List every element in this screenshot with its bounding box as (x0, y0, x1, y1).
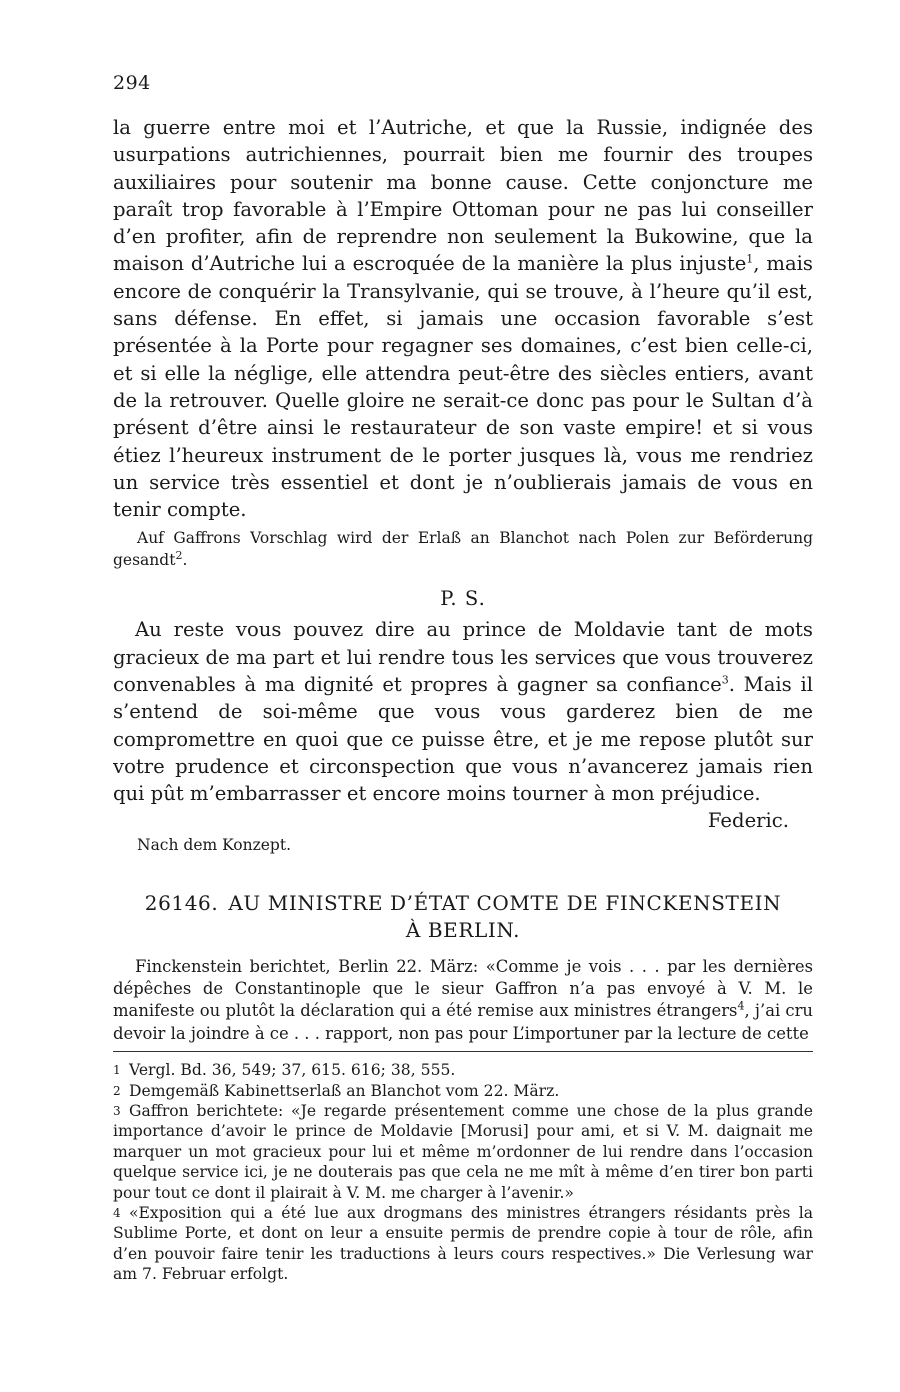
ps-body (113, 616, 813, 807)
footnote-text: Gaffron berichtete: «Je regarde présentement comme une chose de la plus grande importance d’avoir le prince de Moldavie [Morusi] pour ami, et si V. M. daignait me marquer un mot gracieux pour lui et même m’ordonner de lui rendre dans l’occasion quelque service ici, je ne douterais pas que cela ne me mît à même d’en tirer bon parti pour tout ce dont il plairait à V. M. me charger à l’avenir.» (113, 1101, 813, 1202)
page-number: 294 (113, 72, 151, 94)
document-page (113, 72, 813, 1285)
report-summary (113, 956, 813, 1046)
footnote-4 (113, 1203, 813, 1285)
footnote-1 (113, 1060, 813, 1080)
ps-body-text: Au reste vous pouvez dire au prince de Moldavie tant de mots gracieux de ma part et lui rendre tous les services que vous trouverez convenables à ma dignité et propres à gagner sa confiance (113, 618, 813, 697)
ps-heading: P. S. (440, 587, 486, 611)
footnote-mark: 2 (113, 1083, 121, 1098)
document-title-line1: AU MINISTRE D’ÉTAT COMTE DE FINCKENSTEIN (228, 890, 782, 915)
footnote-text: «Exposition qui a été lue aux drogmans des ministres étrangers résidants près la Sublime Porte, et dont on leur a ensuite permis de prendre copie à tour de rôle, afin d’en pouvoir faire tenir les traductions à leurs cours respectives.» Die Verlesung war am 7. Februar erfolgt. (113, 1204, 813, 1284)
report-text-2: , j’ai cru devoir la joindre à ce . . . rapport, non pas pour L’importuner par la lecture de cette (113, 1001, 813, 1043)
document-title-line2: À BERLIN. (405, 917, 521, 942)
letter-body-text-2: , mais encore de conquérir la Transylvanie, qui se trouve, à l’heure qu’il est, sans défense. En effet, si jamais une occasion favorable s’est présentée à la Porte pour regagner ses domaines, c’est bien celle-ci, et si elle la néglige, elle attendra peut-être des siècles entiers, avant de la retrouver. Quelle gloire ne serait-ce donc pas pour le Sultan d’à présent d’être ainsi le restaurateur de son vaste empire! et si vous étiez l’heureux instrument de le porter jusques là, vous me rendriez un service très essentiel et dont je n’oublierais jamais de vous en tenir compte. (113, 252, 813, 522)
footnotes (113, 1060, 813, 1284)
footnote-ref-4[interactable]: 4 (737, 999, 745, 1013)
report-text: Finckenstein berichtet, Berlin 22. März: «Comme je vois . . . par les dernières dépêches de Constantinople que le sieur Gaffron n’a pas envoyé à V. M. le manifeste ou plutôt la déclaration qui a été remise aux ministres étrangers (113, 956, 813, 1021)
footnote-mark: 3 (113, 1103, 121, 1118)
document-number: 26146. (144, 890, 219, 915)
footnote-mark: 1 (113, 1063, 121, 1078)
footnote-mark: 4 (113, 1206, 121, 1220)
editorial-note (113, 527, 813, 571)
letter-body-text: la guerre entre moi et l’Autriche, et que la Russie, indignée des usurpations autrichiennes, pourrait bien me fournir des troupes auxiliaires pour soutenir ma bonne cause. Cette conjoncture me paraît trop favorable à l’Empire Ottoman pour ne pas lui conseiller d’en profiter, afin de reprendre non seulement la Bukowine, que la maison d’Autriche lui a escroquée de la manière la plus injuste (113, 116, 813, 276)
letter-body (113, 114, 813, 523)
footnote-3 (113, 1101, 813, 1203)
editorial-note-text: Auf Gaffrons Vorschlag wird der Erlaß an Blanchot nach Polen zur Beförderung gesandt (113, 529, 813, 570)
ps-body-text-2: . Mais il s’entend de soi-même que vous vous garderez bien de me compromettre en quoi que ce puisse être, et je me repose plutôt sur votre prudence et circonspection que vous n’avancerez jamais rien qui pût m’embarrasser et encore moins tourner à mon préjudice. (113, 673, 813, 806)
footnote-text: Vergl. Bd. 36, 549; 37, 615. 616; 38, 555. (129, 1061, 456, 1080)
footnote-ref-2[interactable]: 2 (175, 549, 183, 563)
editorial-note-end: . (182, 551, 188, 570)
document-heading (113, 890, 813, 944)
footnote-2 (113, 1081, 813, 1101)
footnote-ref-1[interactable]: 1 (746, 252, 754, 266)
document-heading-line1 (113, 890, 813, 917)
footnote-text: Demgemäß Kabinettserlaß an Blanchot vom 22. März. (129, 1081, 560, 1100)
signature: Federic. (707, 808, 789, 832)
footnote-divider (113, 1051, 813, 1052)
source-note: Nach dem Konzept. (137, 835, 292, 854)
footnote-ref-3[interactable]: 3 (721, 673, 729, 687)
